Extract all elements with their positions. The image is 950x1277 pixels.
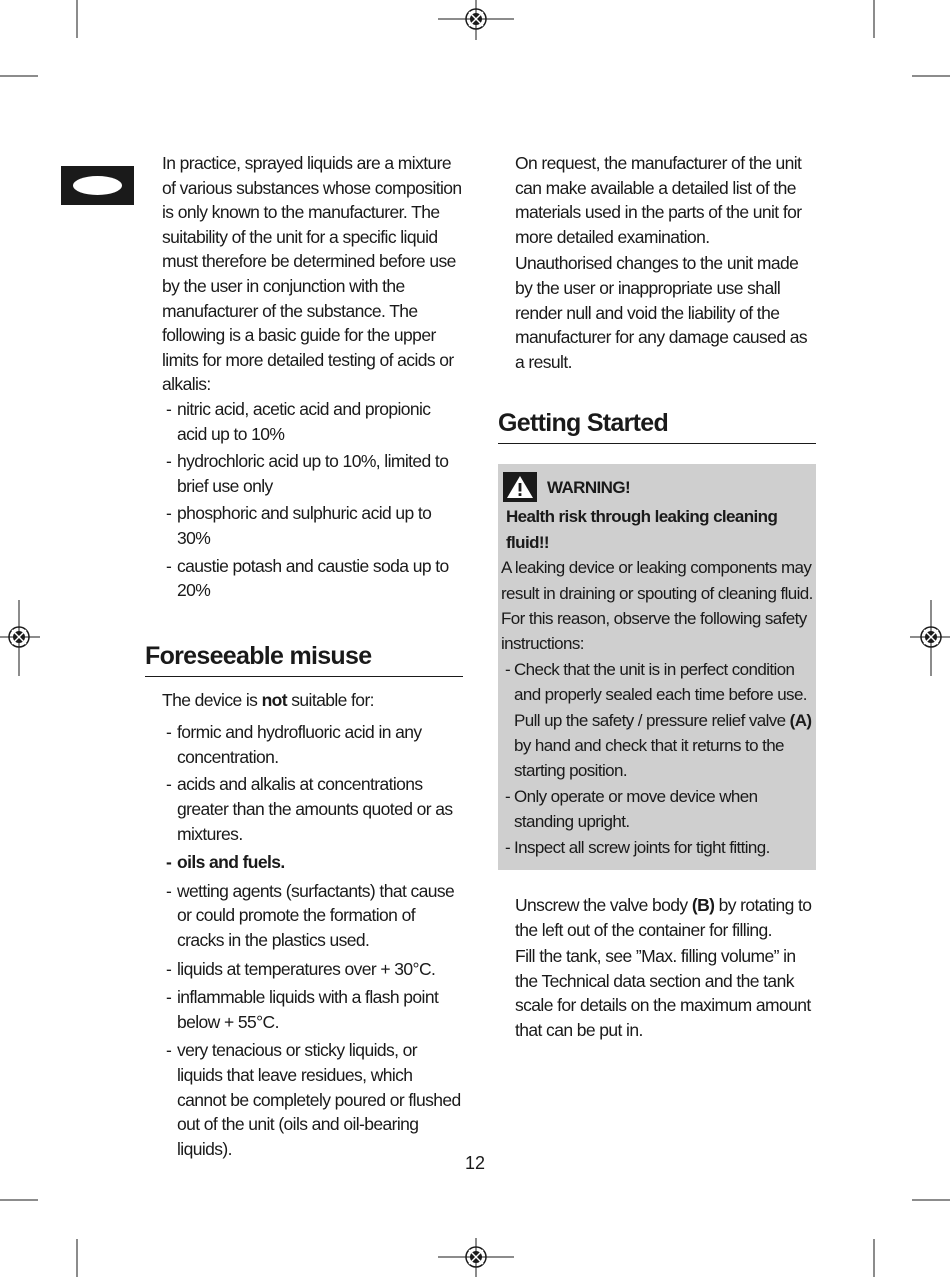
- paragraph: Fill the tank, see ”Max. filling volume” in the Technical data section and the tank scale for details on the maximum amount that can be put in.: [515, 946, 811, 1040]
- list-item: - Check that the unit is in perfect condition and properly sealed each time before use. Pull up the safety / pressure relief valve (A) by hand and check that it returns to the starting position.: [505, 659, 812, 781]
- list-item: - hydrochloric acid up to 10%, limited to brief use only: [166, 451, 449, 496]
- paragraph: Unscrew the valve body (B) by rotating to the left out of the container for filling.: [515, 895, 812, 940]
- list-item: - nitric acid, acetic acid and propionic acid up to 10%: [166, 398, 431, 444]
- list-item: - very tenacious or sticky liquids, or liquids that leave residues, which cannot be completely poured or flushed out of the unit (oils and oil-bearing liquids).: [166, 1040, 461, 1159]
- right-column: [498, 151, 816, 1043]
- list-item: - Inspect all screw joints for tight fitting.: [505, 837, 770, 857]
- language-tab-icon: [61, 166, 134, 205]
- registration-mark-icon: [910, 600, 950, 676]
- registration-mark-icon: [438, 1238, 514, 1277]
- section-heading: Getting Started: [498, 407, 816, 444]
- list-item: - Only operate or move device when standing upright.: [505, 786, 758, 832]
- list-item: - phosphoric and sulphuric acid up to 30%: [166, 503, 432, 548]
- left-column: [145, 151, 463, 1161]
- warning-triangle-icon: [503, 472, 537, 502]
- paragraph: Unauthorised changes to the unit made by the user or inappropriate use shall render null and void the liability of the manufacturer for any damage caused as a result.: [515, 253, 808, 372]
- intro-paragraph: In practice, sprayed liquids are a mixture of various substances whose composition is only known to the manufacturer. The suitability of the unit for a specific liquid must therefore be determined before use by the user in conjunction with the manufacturer of the substance. The following is a basic guide for the upper limits for more detailed testing of acids or alkalis:: [162, 153, 462, 395]
- warning-box: [498, 464, 816, 870]
- warning-subtitle: Health risk through leaking cleaning fluid!!: [506, 507, 778, 552]
- warning-header: [501, 472, 816, 502]
- misuse-intro: The device is not suitable for:: [162, 689, 374, 710]
- misuse-list: [145, 720, 463, 1161]
- acid-limits-list: [145, 397, 463, 603]
- list-item: - oils and fuels.: [166, 852, 285, 873]
- registration-mark-icon: [0, 600, 40, 676]
- list-item: - liquids at temperatures over + 30°C.: [166, 958, 436, 979]
- warning-label: WARNING!: [547, 477, 631, 497]
- warning-text: A leaking device or leaking components may result in draining or spouting of cleaning fluid. For this reason, observe the following safety instructions:: [501, 558, 813, 654]
- list-item: - acids and alkalis at concentrations greater than the amounts quoted or as mixtures.: [166, 774, 453, 844]
- page-number: 12: [464, 1153, 486, 1173]
- list-item: - wetting agents (surfactants) that cause or could promote the formation of cracks in the plastics used.: [166, 880, 455, 951]
- list-item: - formic and hydrofluoric acid in any concentration.: [166, 722, 422, 767]
- registration-mark-icon: [438, 0, 514, 40]
- paragraph: On request, the manufacturer of the unit can make available a detailed list of the materials used in the parts of the unit for more detailed examination.: [515, 153, 802, 247]
- list-item: - caustie potash and caustie soda up to 20%: [166, 555, 449, 601]
- section-heading: Foreseeable misuse: [145, 640, 463, 677]
- list-item: - inflammable liquids with a flash point below + 55°C.: [166, 987, 439, 1032]
